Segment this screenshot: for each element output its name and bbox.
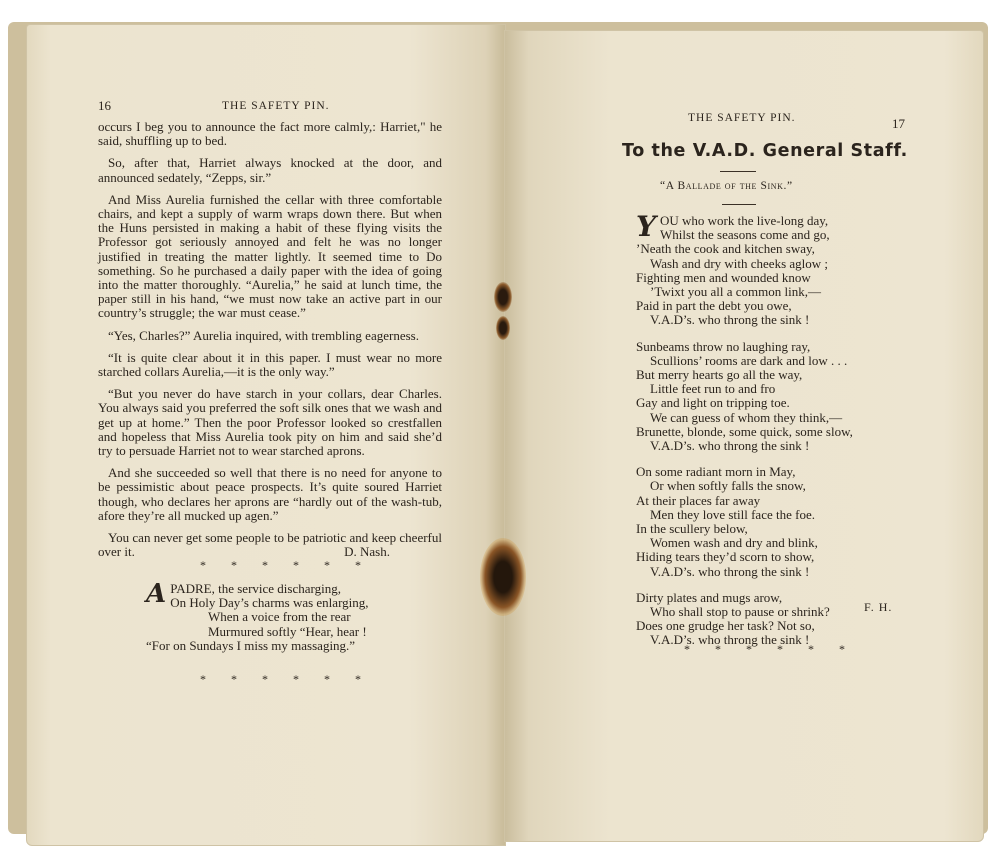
verse-line: Hiding tears they’d scorn to show, [636, 549, 815, 565]
left-article-text [98, 120, 442, 560]
verse-line: Brunette, blonde, some quick, some slow, [636, 423, 853, 439]
author-signature: D. Nash. [344, 544, 390, 560]
verse-line: V.A.D’s. who throng the sink ! [650, 438, 810, 454]
stanza [636, 591, 886, 648]
verse-line: OU who work the live-long day, [660, 213, 829, 228]
verse-line: V.A.D’s. who throng the sink ! [650, 632, 810, 648]
verse-line: When a voice from the rear [208, 609, 351, 625]
paragraph: And she succeeded so well that there is no need for anyone to be pessimistic about peace prospects. It’s quite soured Harriet though, who declares her aprons are “hardly out of the wash-tub, afore they’re all mucked up agen.” [98, 465, 442, 523]
verse-line: V.A.D’s. who throng the sink ! [650, 312, 810, 328]
section-divider-stars: * * * * * * [684, 642, 856, 656]
stanza [636, 210, 886, 328]
verse-line: Whilst the seasons come and go, [660, 227, 830, 243]
verse-line: Paid in part the debt you owe, [636, 298, 792, 314]
verse-line: Wash and dry with cheeks aglow ; [650, 255, 829, 271]
verse-line: Women wash and dry and blink, [650, 535, 818, 551]
paragraph: “It is quite clear about it in this paper. I must wear no more starched collars Aurelia,—it is the only way.” [98, 349, 442, 380]
verse-line: Murmured softly “Hear, hear ! [208, 623, 367, 639]
verse-line: V.A.D’s. who throng the sink ! [650, 563, 810, 579]
poem-subtitle: “A Ballade of the Sink.” [660, 180, 793, 192]
verse-line: Scullions’ rooms are dark and low . . . [650, 352, 848, 368]
verse-line: ’Twixt you all a common link,— [650, 284, 821, 300]
section-divider-stars: * * * * * * [200, 558, 372, 572]
stanza [636, 340, 886, 454]
limerick-dropcap: A [146, 579, 167, 609]
poem-initials: F. H. [864, 600, 893, 614]
stanza [636, 465, 886, 579]
left-running-header: THE SAFETY PIN. [222, 100, 330, 112]
verse-line: ’Neath the cook and kitchen sway, [636, 241, 815, 257]
left-page-number: 16 [98, 98, 111, 113]
ballade [636, 210, 886, 660]
paragraph: You can never get some people to be patriotic and keep cheerful over it. [98, 530, 442, 560]
verse-line: Men they love still face the foe. [650, 506, 815, 522]
title-rule [720, 171, 756, 172]
poem-title: To the V.A.D. General Staff. [622, 141, 908, 161]
limerick [146, 579, 446, 653]
verse-line: But merry hearts go all the way, [636, 367, 803, 383]
section-divider-stars: * * * * * * [200, 672, 372, 686]
verse-line: “For on Sundays I miss my massaging.” [146, 637, 356, 653]
verse-line: On Holy Day’s charms was enlarging, [170, 595, 369, 611]
paragraph: And Miss Aurelia furnished the cellar with three comfortable chairs, and kept a supply of warm wraps down there. But when the Huns persisted in making a habit of these flying visits the Professor got seriously annoyed and felt he was no longer justified in treating the matter lightly. It seemed time to Do something. So he purchased a daily paper with the idea of going into the matter thoroughly. “Aurelia,” he said at lunch time, the paper still in his hand, “we must now take an active part in our country’s struggle; the war must cease.” [98, 191, 442, 321]
verse-line: Dirty plates and mugs arow, [636, 589, 783, 605]
paragraph: “Yes, Charles?” Aurelia inquired, with trembling eagerness. [108, 327, 419, 343]
verse-line: In the scullery below, [636, 521, 748, 537]
burn-mark [494, 282, 512, 312]
verse-line: Little feet run to and fro [650, 381, 776, 397]
right-running-header: THE SAFETY PIN. [688, 112, 796, 124]
verse-line: Gay and light on tripping toe. [636, 395, 790, 411]
verse-line: PADRE, the service discharging, [170, 581, 341, 596]
verse-line: Who shall stop to pause or shrink? [650, 604, 830, 620]
right-page-number: 17 [892, 116, 905, 131]
verse-line: Or when softly falls the snow, [650, 478, 806, 494]
verse-line: On some radiant morn in May, [636, 464, 796, 480]
verse-line: Fighting men and wounded know [636, 269, 811, 285]
poem-dropcap: Y [636, 210, 656, 243]
paragraph: occurs I beg you to announce the fact more calmly,: Harriet," he said, shuffling up to bed. [98, 119, 442, 149]
burn-mark [496, 316, 510, 340]
paragraph: “But you never do have starch in your collars, dear Charles. You always said you preferred the soft silk ones that we wash and get up at home.” Then the poor Professor looked so crestfallen and hopeless that Miss Aurelia took pity on him and said she’d try to persuade Harriet not to wear starched aprons. [98, 386, 442, 459]
paragraph: So, after that, Harriet always knocked at the door, and announced sedately, “Zepps, sir.” [98, 155, 442, 185]
subtitle-rule [722, 204, 756, 205]
burn-mark [480, 538, 526, 616]
verse-line: We can guess of whom they think,— [650, 409, 843, 425]
verse-line: At their places far away [636, 492, 761, 508]
verse-line: Does one grudge her task? Not so, [636, 618, 815, 634]
verse-line: Sunbeams throw no laughing ray, [636, 338, 811, 354]
